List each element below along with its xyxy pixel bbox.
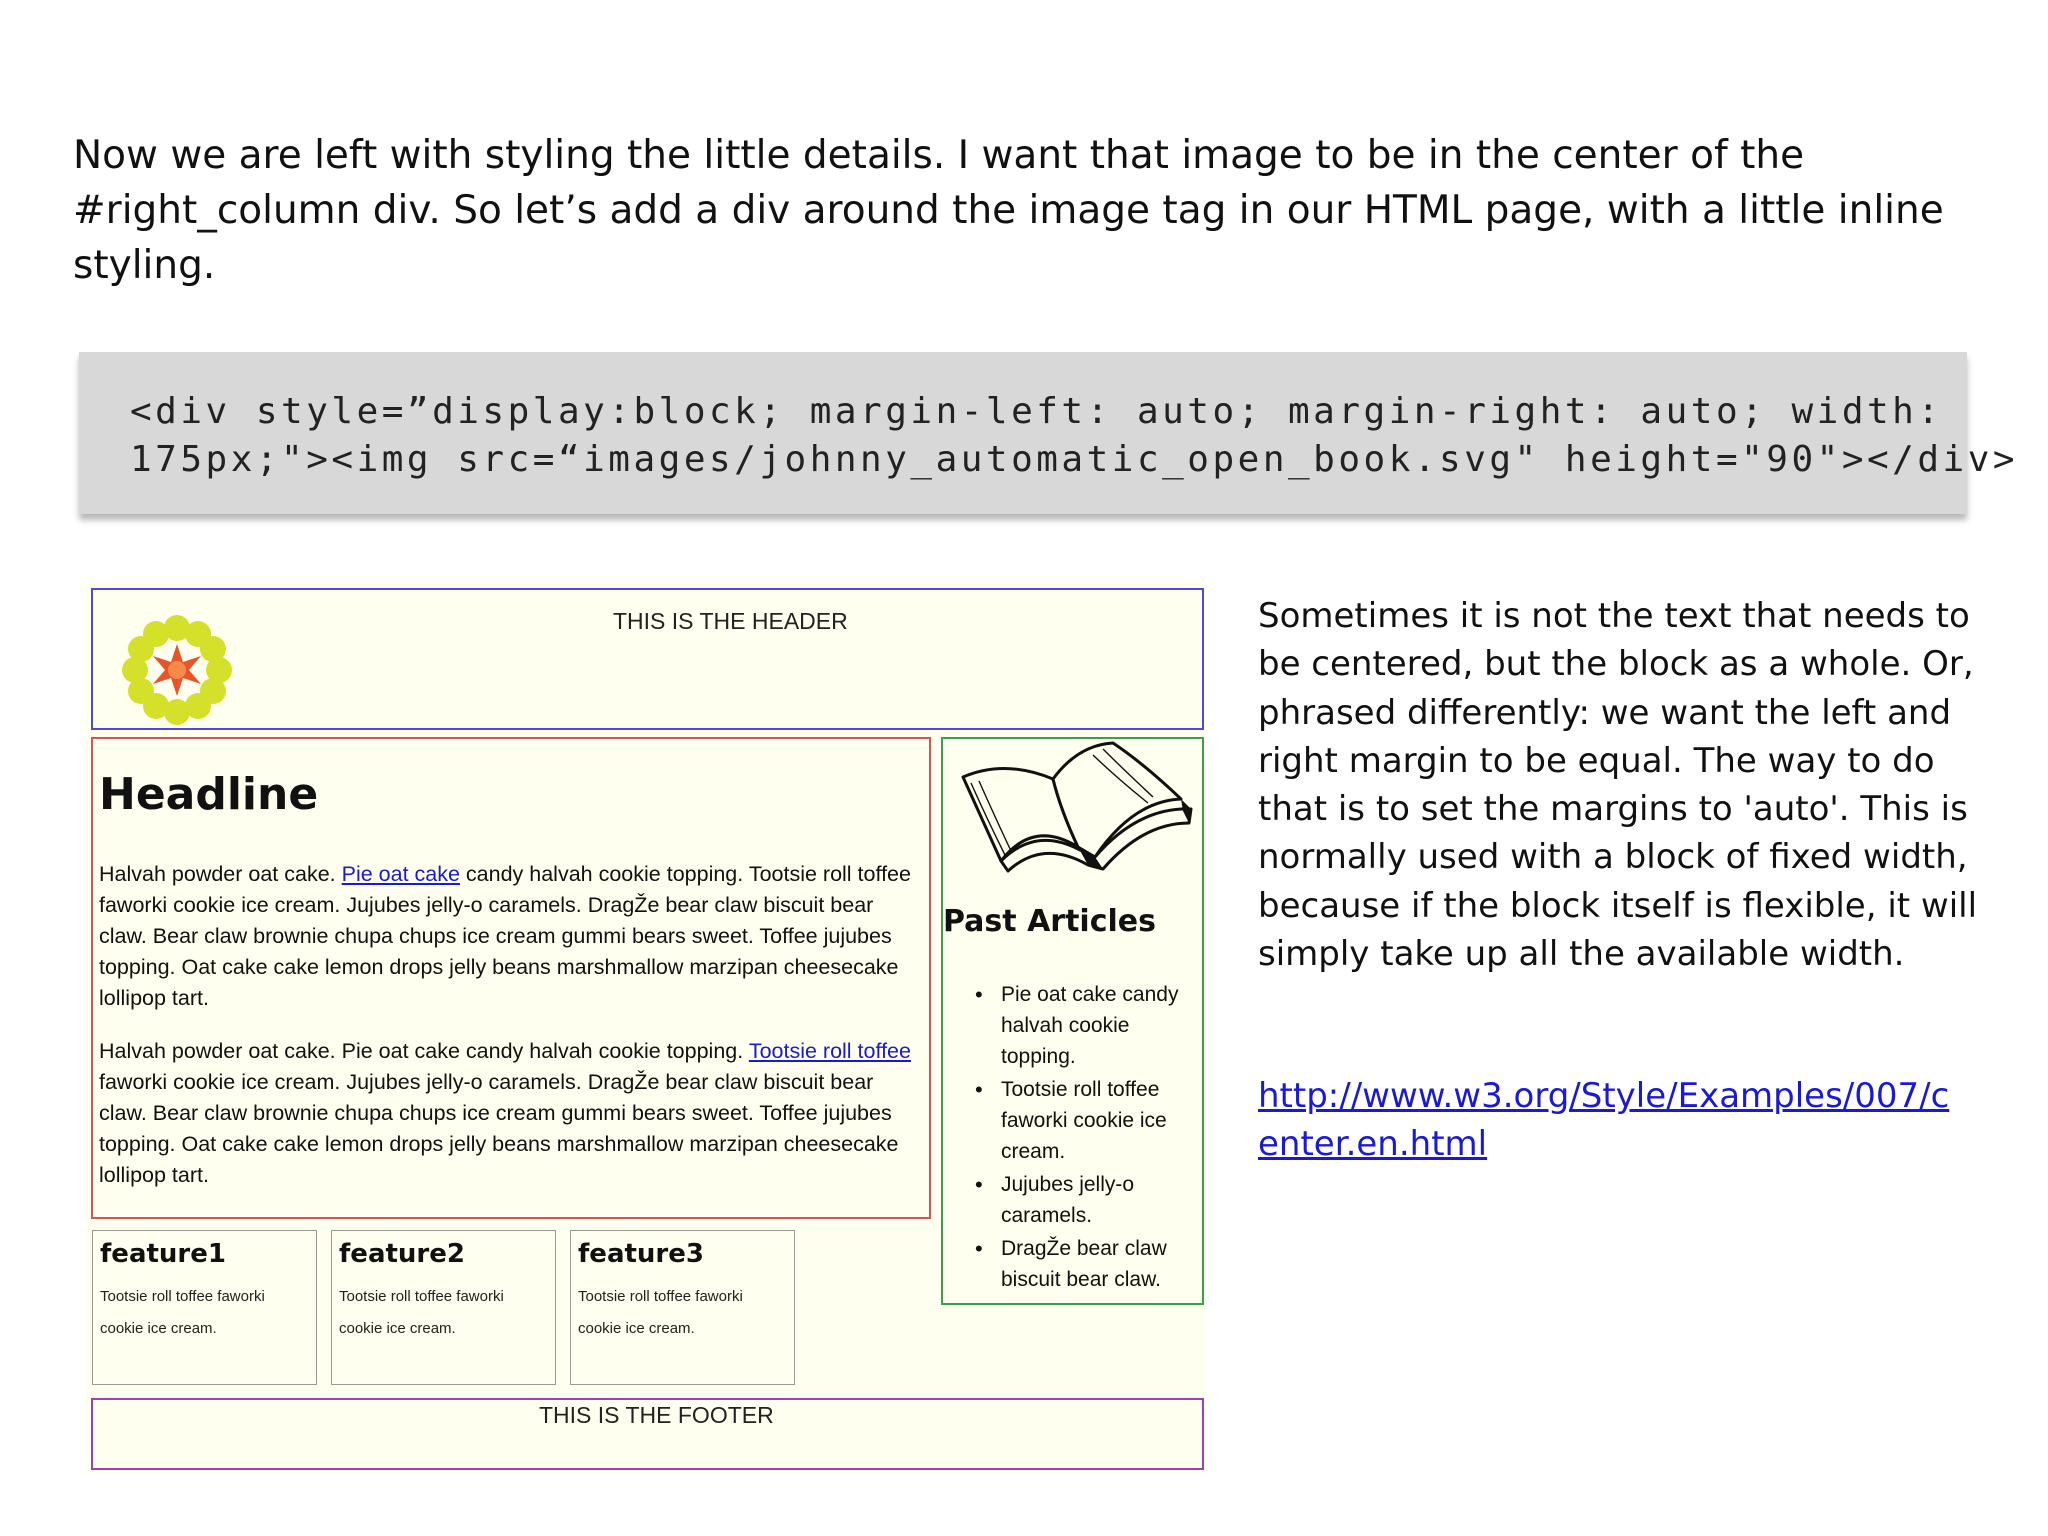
list-item: • Pie oat cake candy halvah cookie topping.: [973, 979, 1203, 1072]
feature-box-3: [570, 1230, 795, 1385]
example-page-screenshot: [85, 584, 1205, 1474]
open-book-icon: [953, 739, 1201, 874]
feature-title: feature2: [339, 1239, 465, 1269]
code-block: [79, 352, 2019, 514]
footer-title: THIS IS THE FOOTER: [539, 1402, 774, 1428]
example-main-column: [91, 737, 931, 1219]
past-articles-title: Past Articles: [943, 904, 1156, 939]
code-line-1: <div style=”display:block; margin-left: auto; margin-right: auto; width:: [130, 391, 1943, 432]
headline: Headline: [99, 769, 319, 820]
feature-title: feature1: [100, 1239, 226, 1269]
code-line-2: 175px;"><img src=“images/johnny_automatic_open_book.svg" height="90"></div>: [130, 439, 2019, 480]
feature-text: Tootsie roll toffee faworki cookie ice cream.: [100, 1288, 265, 1337]
intro-paragraph: Now we are left with styling the little details. I want that image to be in the center of the #right_column div. So let’s add a div around the image tag in our HTML page, with a little inline styling.: [73, 133, 1944, 288]
example-header: [91, 588, 1204, 730]
list-item: • DragŽe bear claw biscuit bear claw.: [973, 1233, 1203, 1295]
flower-logo-icon: [113, 606, 241, 734]
paragraph-1: Halvah powder oat cake. Pie oat cake candy halvah cookie topping. Tootsie roll toffee faworki cookie ice cream. Jujubes jelly-o caramels. DragŽe bear claw biscuit bear claw. Bear claw brownie chupa chups ice cream gummi bears sweet. Toffee jujubes topping. Oat cake cake lemon drops jelly beans marshmallow marzipan cheesecake lollipop tart.: [99, 862, 911, 1010]
paragraph-2: Halvah powder oat cake. Pie oat cake candy halvah cookie topping. Tootsie roll toffee faworki cookie ice cream. Jujubes jelly-o caramels. DragŽe bear claw biscuit bear claw. Bear claw brownie chupa chups ice cream gummi bears sweet. Toffee jujubes topping. Oat cake cake lemon drops jelly beans marshmallow marzipan cheesecake lollipop tart.: [99, 1039, 911, 1187]
feature-box-1: [92, 1230, 317, 1385]
past-articles-list: [973, 979, 1203, 1297]
feature-box-2: [331, 1230, 556, 1385]
feature-text: Tootsie roll toffee faworki cookie ice cream.: [339, 1288, 504, 1337]
feature-title: feature3: [578, 1239, 704, 1269]
paragraph-2-link[interactable]: Tootsie roll toffee: [748, 1039, 911, 1063]
paragraph-1-link[interactable]: Pie oat cake: [341, 862, 460, 886]
example-footer: [91, 1398, 1204, 1470]
example-right-column: [941, 737, 1204, 1305]
reference-link[interactable]: http://www.w3.org/Style/Examples/007/center.en.html: [1258, 1076, 1950, 1164]
list-item: • Jujubes jelly-o caramels.: [973, 1169, 1203, 1231]
explanation-text: Sometimes it is not the text that needs to be centered, but the block as a whole. Or, phrased differently: we want the left and right margin to be equal. The way to do that is to set the margins to 'auto'. This is normally used with a block of fixed width, because if the block itself is flexible, it will simply take up all the available width.: [1258, 596, 1978, 975]
list-item: • Tootsie roll toffee faworki cookie ice cream.: [973, 1074, 1203, 1167]
feature-text: Tootsie roll toffee faworki cookie ice cream.: [578, 1288, 743, 1337]
header-title: THIS IS THE HEADER: [613, 608, 848, 634]
